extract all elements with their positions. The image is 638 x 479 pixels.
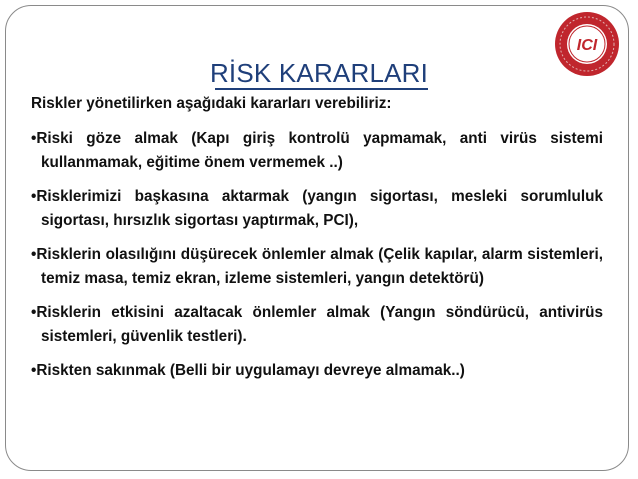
bullet-symbol: • bbox=[31, 303, 37, 321]
bullet-text: Risklerin olasılığını düşürecek önlemler almak (Çelik kapılar, alarm sistemleri, temiz masa, temiz ekran, izleme sistemleri, yangın detektörü) bbox=[36, 245, 603, 287]
bullet-item bbox=[31, 185, 603, 234]
title-underline bbox=[215, 88, 428, 90]
bullet-symbol: • bbox=[31, 245, 37, 263]
bullet-item bbox=[31, 127, 603, 176]
bullet-symbol: • bbox=[31, 129, 37, 147]
bullet-text: Risklerin etkisini azaltacak önlemler almak (Yangın söndürücü, antivirüs sistemleri, güvenlik testleri). bbox=[36, 303, 603, 345]
bullet-item bbox=[31, 301, 603, 350]
bullet-text: Risklerimizi başkasına aktarmak (yangın sigortası, mesleki sorumluluk sigortası, hırsızlık sigortası yaptırmak, PCI), bbox=[36, 187, 603, 229]
bullet-item bbox=[31, 243, 603, 292]
bullet-symbol: • bbox=[31, 187, 37, 205]
slide-title: RİSK KARARLARI bbox=[209, 58, 429, 88]
logo-text: ICI bbox=[576, 37, 598, 54]
bullet-text: Riski göze almak (Kapı giriş kontrolü yapmamak, anti virüs sistemi kullanmamak, eğitime önem vermemek ..) bbox=[36, 129, 603, 171]
slide-content bbox=[31, 92, 603, 392]
bullet-text: Riskten sakınmak (Belli bir uygulamayı devreye almamak..) bbox=[36, 361, 465, 379]
intro-text: Riskler yönetilirken aşağıdaki kararları verebiliriz: bbox=[31, 95, 392, 112]
bullet-item bbox=[31, 359, 603, 384]
bullet-symbol: • bbox=[31, 361, 37, 379]
